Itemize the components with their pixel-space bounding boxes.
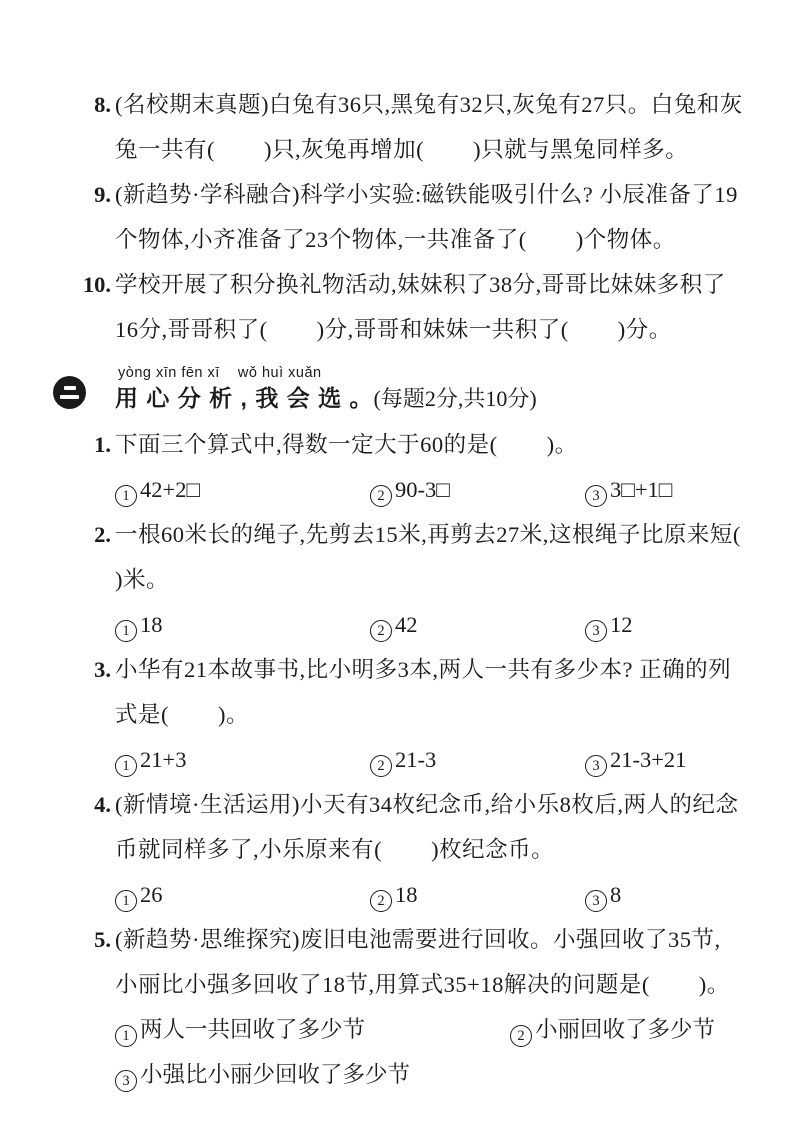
section-number-badge <box>53 376 86 409</box>
option-text: 21-3+21 <box>610 747 687 772</box>
option <box>115 872 370 917</box>
option-circled-number: 3 <box>585 485 607 507</box>
option-text: 8 <box>610 882 622 907</box>
question-number: 1. <box>94 432 111 457</box>
question-text: 下面三个算式中,得数一定大于60的是( )。 <box>115 432 578 457</box>
option <box>115 1007 510 1052</box>
question-number: 9. <box>94 182 111 207</box>
question-number: 5. <box>94 927 111 952</box>
option <box>585 467 743 512</box>
question-4-options <box>115 872 743 917</box>
option <box>115 467 370 512</box>
option-text: 3□+1□ <box>610 477 673 502</box>
question-number: 10. <box>82 272 111 297</box>
option-circled-number: 3 <box>115 1070 137 1092</box>
option-circled-number: 2 <box>370 620 392 642</box>
option <box>115 737 370 782</box>
section-title: 用 心 分 析 , 我 会 选 。 <box>115 385 374 411</box>
question-5-options-row-1 <box>115 1007 743 1052</box>
question-8 <box>94 82 743 172</box>
option-text: 21-3 <box>395 747 437 772</box>
option-text: 两人一共回收了多少节 <box>140 1017 366 1042</box>
question-3 <box>94 647 743 737</box>
option-text: 18 <box>140 612 163 637</box>
question-text: (新趋势·学科融合)科学小实验:磁铁能吸引什么? 小辰准备了19个物体,小齐准备了23个物体,一共准备了( )个物体。 <box>115 182 738 252</box>
option-text: 90-3□ <box>395 477 450 502</box>
option <box>585 737 743 782</box>
fill-in-questions-section <box>82 82 743 352</box>
option-circled-number: 3 <box>585 890 607 912</box>
choice-questions-section <box>94 422 790 1097</box>
section-pinyin: yòng xīn fēn xī wǒ huì xuǎn <box>118 365 322 381</box>
option-circled-number: 3 <box>585 620 607 642</box>
option <box>510 1007 743 1052</box>
option-text: 小丽回收了多少节 <box>535 1017 716 1042</box>
option-circled-number: 2 <box>370 755 392 777</box>
question-text: 小华有21本故事书,比小明多3本,两人一共有多少本? 正确的列式是( )。 <box>115 657 732 727</box>
option <box>370 602 585 647</box>
option <box>115 602 370 647</box>
question-text: (新情境·生活运用)小天有34枚纪念币,给小乐8枚后,两人的纪念币就同样多了,小乐原来有( )枚纪念币。 <box>115 792 739 862</box>
section-score-note: (每题2分,共10分) <box>373 386 537 411</box>
question-5-options-row-2 <box>115 1052 743 1097</box>
section-number-glyph <box>60 386 79 399</box>
option-circled-number: 1 <box>115 1025 137 1047</box>
question-2 <box>94 512 790 602</box>
option-circled-number: 2 <box>370 485 392 507</box>
option-circled-number: 1 <box>115 890 137 912</box>
option <box>585 602 743 647</box>
question-text: (新趋势·思维探究)废旧电池需要进行回收。小强回收了35节,小丽比小强多回收了18节,用算式35+18解决的问题是( )。 <box>115 927 730 997</box>
question-number: 4. <box>94 792 111 817</box>
question-text: 学校开展了积分换礼物活动,妹妹积了38分,哥哥比妹妹多积了16分,哥哥积了( )分,哥哥和妹妹一共积了( )分。 <box>115 272 726 342</box>
question-2-options <box>115 602 743 647</box>
option-text: 12 <box>610 612 633 637</box>
question-1-options <box>115 467 743 512</box>
option-text: 42+2□ <box>140 477 201 502</box>
question-9 <box>94 172 743 262</box>
option-text: 21+3 <box>140 747 187 772</box>
option <box>370 467 585 512</box>
option <box>585 872 743 917</box>
option-text: 18 <box>395 882 418 907</box>
question-number: 8. <box>94 92 111 117</box>
section-two-header <box>115 364 743 414</box>
option-circled-number: 1 <box>115 485 137 507</box>
option-circled-number: 3 <box>585 755 607 777</box>
question-text: 一根60米长的绳子,先剪去15米,再剪去27米,这根绳子比原来短( )米。 <box>115 522 790 592</box>
option-circled-number: 2 <box>370 890 392 912</box>
question-10 <box>82 262 743 352</box>
option-circled-number: 1 <box>115 755 137 777</box>
question-3-options <box>115 737 743 782</box>
option <box>370 872 585 917</box>
option-text: 42 <box>395 612 418 637</box>
option-circled-number: 2 <box>510 1025 532 1047</box>
option-circled-number: 1 <box>115 620 137 642</box>
option <box>115 1052 743 1097</box>
option <box>370 737 585 782</box>
question-number: 2. <box>94 522 111 547</box>
question-1 <box>94 422 743 467</box>
option-text: 小强比小丽少回收了多少节 <box>140 1062 411 1087</box>
question-text: (名校期末真题)白兔有36只,黑兔有32只,灰兔有27只。白兔和灰兔一共有( )只,灰兔再增加( )只就与黑兔同样多。 <box>115 92 743 162</box>
option-text: 26 <box>140 882 163 907</box>
question-4 <box>94 782 743 872</box>
question-5 <box>94 917 743 1007</box>
question-number: 3. <box>94 657 111 682</box>
